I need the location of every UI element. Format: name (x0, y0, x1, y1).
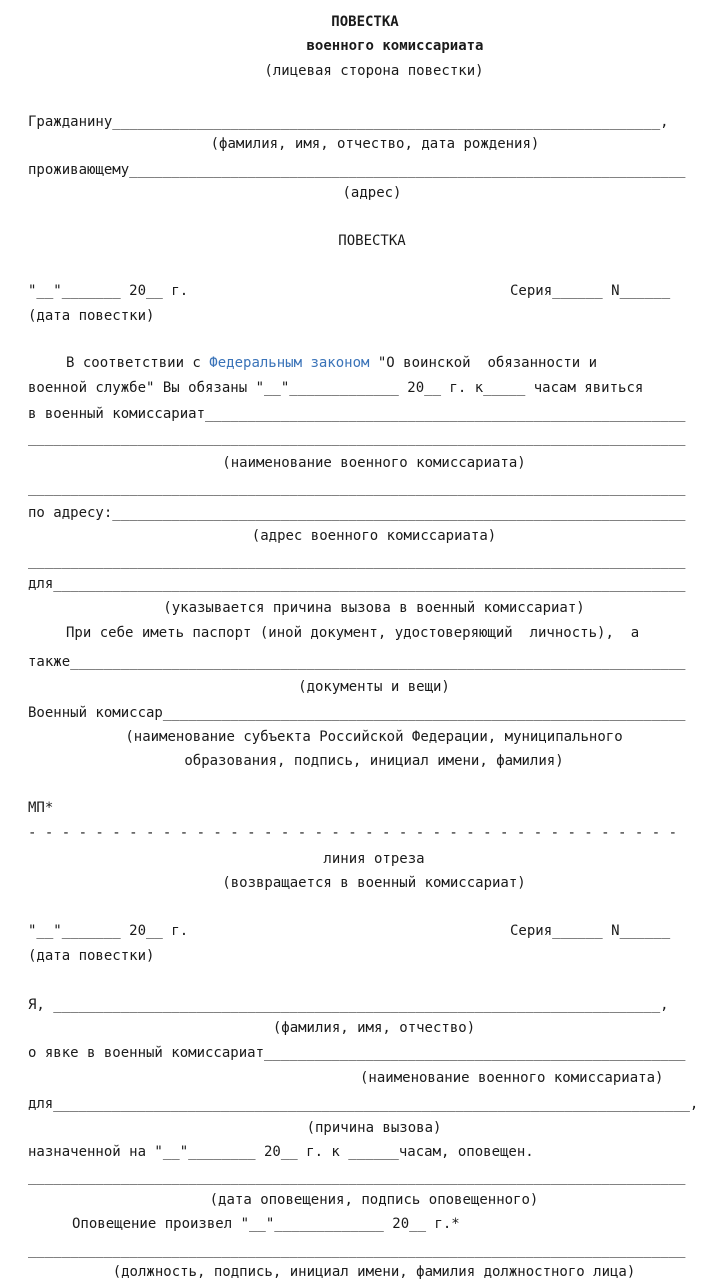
document-title: ПОВЕСТКА (331, 14, 399, 30)
document-side-note: (лицевая сторона повестки) (264, 63, 484, 79)
legal-paragraph-line-2: военной службе" Вы обязаны "__"_____________ 20__ г. к_____ часам явиться (28, 380, 644, 396)
section-title: ПОВЕСТКА (338, 233, 406, 249)
stub-notified-by-line (28, 1214, 688, 1234)
commissar-hint-2: образования, подпись, инициал имени, фамилия) (184, 753, 564, 769)
also-line: также_________________________________________________________________________ (28, 654, 686, 670)
citizen-line: Гражданину_________________________________________________________________, (28, 114, 669, 130)
stub-date-line: "__"_______ 20__ г. (28, 923, 189, 939)
federal-law-link[interactable]: Федеральным законом (209, 355, 370, 371)
legal-paragraph-line-3: в военный комиссариат_________________________________________________________ (28, 406, 686, 422)
cut-line: - - - - - - - - - - - - - - - - - - - - - - - - - - - - - - - - - - - - - - - (28, 825, 678, 841)
residing-hint: (адрес) (342, 185, 402, 201)
commissar-hint-1: (наименование субъекта Российской Федерации, муниципального (125, 729, 623, 745)
residing-line: проживающему__________________________________________________________________ (28, 162, 686, 178)
blank-line: ______________________________________________________________________________ (28, 553, 686, 569)
stub-date-hint: (дата повестки) (28, 948, 155, 964)
reason-hint: (указывается причина вызова в военный комиссариат) (163, 600, 585, 616)
summons-date-line: "__"_______ 20__ г. (28, 283, 189, 299)
documents-hint: (документы и вещи) (298, 679, 450, 695)
stub-notify-hint: (дата оповещения, подпись оповещенного) (209, 1192, 539, 1208)
blank-line: ______________________________________________________________________________ (28, 1169, 686, 1185)
cut-line-hint: (возвращается в военный комиссариат) (222, 875, 526, 891)
address-hint: (адрес военного комиссариата) (251, 528, 497, 544)
para-text-a: В соответствии с (66, 355, 210, 371)
stub-appear-hint: (наименование военного комиссариата) (360, 1070, 664, 1086)
blank-line: ______________________________________________________________________________ (28, 1242, 686, 1258)
reason-line: для___________________________________________________________________________ (28, 576, 686, 592)
blank-line: ______________________________________________________________________________ (28, 430, 686, 446)
summons-date-hint: (дата повестки) (28, 308, 155, 324)
document-subtitle: военного комиссариата (306, 38, 484, 54)
stub-reason-line: для____________________________________________________________________________, (28, 1096, 699, 1112)
stub-series-number-line: Серия______ N______ (510, 923, 671, 939)
legal-paragraph-line-1 (28, 353, 688, 373)
para-text-b: "О воинской обязанности и (369, 355, 598, 371)
passport-line (28, 623, 688, 643)
cut-line-label: линия отреза (323, 851, 425, 867)
citizen-hint: (фамилия, имя, отчество, дата рождения) (210, 136, 540, 152)
stamp-place: МП* (28, 800, 54, 816)
commissar-line: Военный комиссар______________________________________________________________ (28, 705, 686, 721)
stub-name-line: Я, ________________________________________________________________________, (28, 997, 669, 1013)
passport-text: При себе иметь паспорт (иной документ, удостоверяющий личность), а (66, 625, 640, 641)
stub-name-hint: (фамилия, имя, отчество) (272, 1020, 476, 1036)
stub-notified-by-text: Оповещение произвел "__"_____________ 20__ г.* (72, 1216, 460, 1232)
office-hint: (наименование военного комиссариата) (222, 455, 526, 471)
blank-line: ______________________________________________________________________________ (28, 480, 686, 496)
stub-official-hint: (должность, подпись, инициал имени, фамилия должностного лица) (112, 1264, 636, 1280)
stub-reason-hint: (причина вызова) (306, 1120, 442, 1136)
stub-appear-line: о явке в военный комиссариат__________________________________________________ (28, 1045, 686, 1061)
series-number-line: Серия______ N______ (510, 283, 671, 299)
address-line: по адресу:____________________________________________________________________ (28, 505, 686, 521)
stub-scheduled-line: назначенной на "__"________ 20__ г. к ______часам, оповещен. (28, 1144, 534, 1160)
